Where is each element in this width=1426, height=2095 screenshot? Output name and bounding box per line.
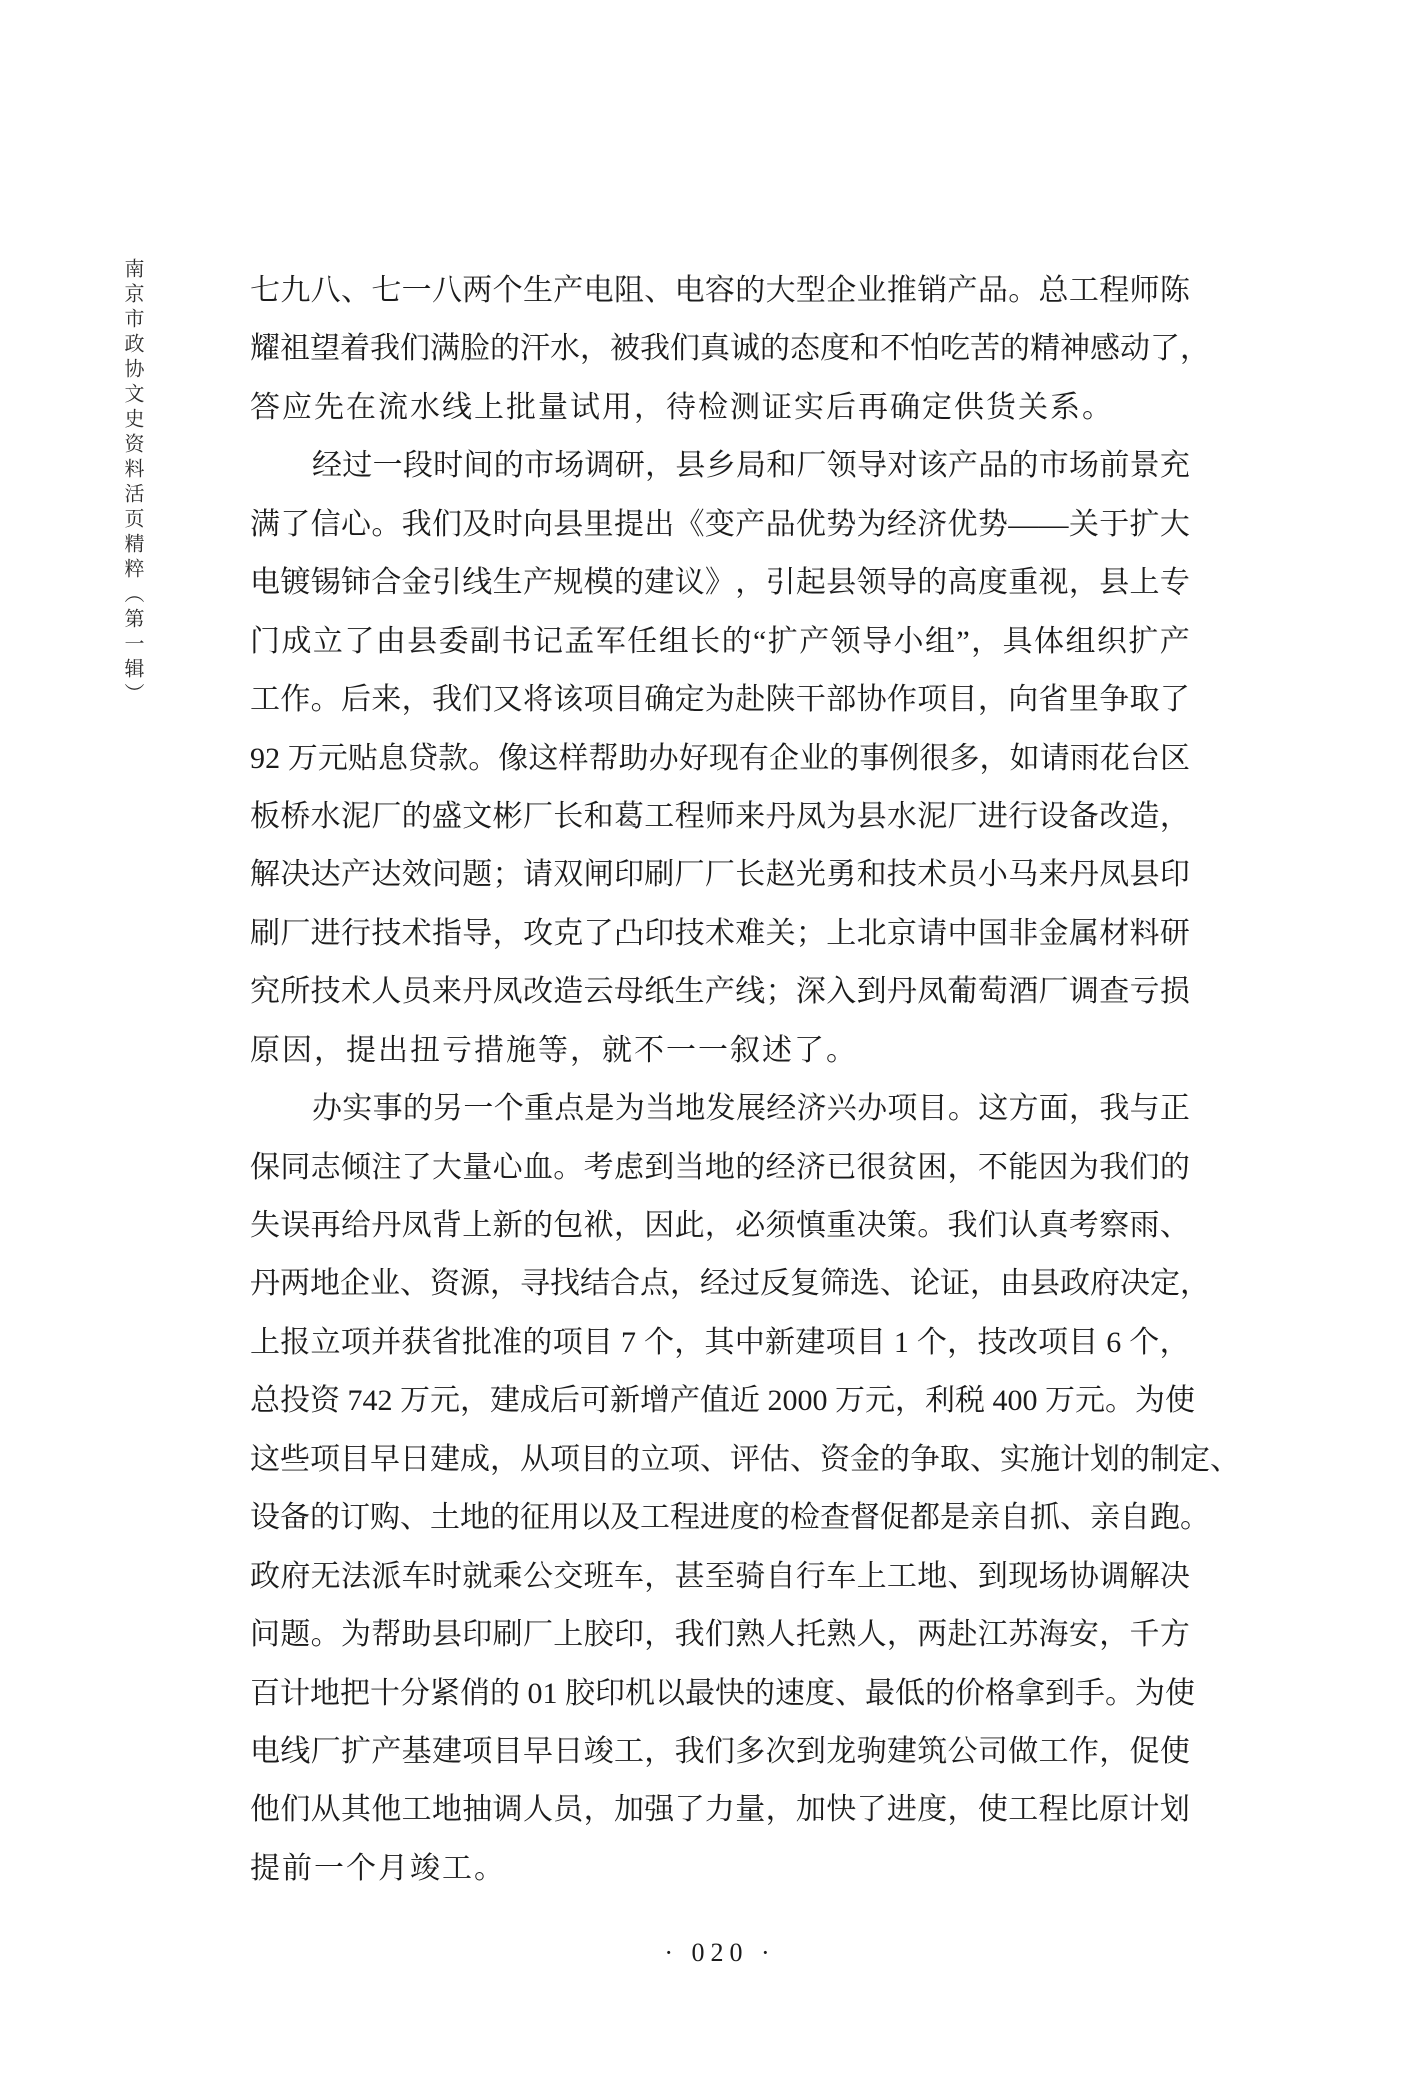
text-line: 这 些 项 目 早 日 建 成 ， 从 项 目 的 立 项 、 评 估 、 资 金 的 争 取 、 实 施 计 划 的 制 定 、 [250, 1442, 1240, 1476]
text-line: 9 2 万 元 贴 息 贷 款 。 像 这 样 帮 助 办 好 现 有 企 业 的 事 例 很 多 ， 如 请 雨 花 台 区 [250, 741, 1190, 775]
text-line: 刷 厂 进 行 技 术 指 导 ， 攻 克 了 凸 印 技 术 难 关 ； 上 北 京 请 中 国 非 金 属 材 料 研 [250, 916, 1190, 950]
text-line: 满 了 信 心 。 我 们 及 时 向 县 里 提 出 《 变 产 品 优 势 为 经 济 优 势 — — 关 于 扩 大 [250, 507, 1190, 541]
paragraph [250, 262, 1210, 437]
text-line: 电 线 厂 扩 产 基 建 项 目 早 日 竣 工 ， 我 们 多 次 到 龙 驹 建 筑 公 司 做 工 作 ， 促 使 [250, 1734, 1190, 1768]
text-line: 问 题 。 为 帮 助 县 印 刷 厂 上 胶 印 ， 我 们 熟 人 托 熟 人 ， 两 赴 江 苏 海 安 ， 千 方 [250, 1618, 1190, 1652]
paragraph [250, 1080, 1240, 1898]
text-line: 他 们 从 其 他 工 地 抽 调 人 员 ， 加 强 了 力 量 ， 加 快 了 进 度 ， 使 工 程 比 原 计 划 [250, 1793, 1190, 1827]
page-number: · 020 · [664, 1938, 776, 1967]
text-line: 提前一个月竣工。 [250, 1851, 506, 1885]
text-line: 原因，提出扭亏措施等，就不一一叙述了。 [250, 1033, 858, 1067]
text-line: 丹 两 地 企 业 、 资 源 ， 寻 找 结 合 点 ， 经 过 反 复 筛 选 、 论 证 ， 由 县 政 府 决 定 ， [250, 1267, 1210, 1301]
text-line: 电 镀 锡 铈 合 金 引 线 生 产 规 模 的 建 议 》 ， 引 起 县 领 导 的 高 度 重 视 ， 县 上 专 [250, 566, 1190, 600]
text-line: 上 报 立 项 并 获 省 批 准 的 项 目 7 个 ， 其 中 新 建 项 目 1 个 ， 技 改 项 目 6 个 ， [250, 1325, 1190, 1359]
text-line: 答应先在流水线上批量试用，待检测证实后再确定供货关系。 [250, 390, 1114, 424]
text-line: 设 备 的 订 购 、 土 地 的 征 用 以 及 工 程 进 度 的 检 查 督 促 都 是 亲 自 抓 、 亲 自 跑 。 [250, 1501, 1210, 1535]
text-line: 门 成 立 了 由 县 委 副 书 记 孟 军 任 组 长 的 “ 扩 产 领 导 小 组 ” ， 具 体 组 织 扩 产 [250, 624, 1190, 658]
book-spine-title: 南京市政协文史资料活页精粹（第一辑） [121, 258, 143, 708]
page-footer [250, 1938, 1190, 1968]
text-line: 板 桥 水 泥 厂 的 盛 文 彬 厂 长 和 葛 工 程 师 来 丹 凤 为 县 水 泥 厂 进 行 设 备 改 造 ， [250, 799, 1190, 833]
text-line: 究 所 技 术 人 员 来 丹 凤 改 造 云 母 纸 生 产 线 ； 深 入 到 丹 凤 葡 萄 酒 厂 调 查 亏 损 [250, 975, 1190, 1009]
page-body [250, 262, 1240, 1898]
text-line: 失 误 再 给 丹 凤 背 上 新 的 包 袱 ， 因 此 ， 必 须 慎 重 决 策 。 我 们 认 真 考 察 雨 、 [250, 1209, 1190, 1242]
text-line: 总 投 资 7 4 2 万 元 ， 建 成 后 可 新 增 产 值 近 2 0 0 0 万 元 ， 利 税 4 0 0 万 元 。 为 使 [250, 1384, 1195, 1418]
text-line: 政 府 无 法 派 车 时 就 乘 公 交 班 车 ， 甚 至 骑 自 行 车 上 工 地 、 到 现 场 协 调 解 决 [250, 1559, 1190, 1593]
paragraph [250, 437, 1190, 1080]
text-line: 七 九 八 、 七 一 八 两 个 生 产 电 阻 、 电 容 的 大 型 企 业 推 销 产 品 。 总 工 程 师 陈 [250, 274, 1190, 307]
text-line: 解 决 达 产 达 效 问 题 ； 请 双 闸 印 刷 厂 厂 长 赵 光 勇 和 技 术 员 小 马 来 丹 凤 县 印 [250, 858, 1190, 892]
text-line: 百 计 地 把 十 分 紧 俏 的 0 1 胶 印 机 以 最 快 的 速 度 、 最 低 的 价 格 拿 到 手 。 为 使 [250, 1676, 1195, 1710]
text-line: 工 作 。 后 来 ， 我 们 又 将 该 项 目 确 定 为 赴 陕 干 部 协 作 项 目 ， 向 省 里 争 取 了 [250, 683, 1190, 717]
text-line: 耀 祖 望 着 我 们 满 脸 的 汗 水 ， 被 我 们 真 诚 的 态 度 和 不 怕 吃 苦 的 精 神 感 动 了 ， [250, 332, 1210, 366]
text-line: 保 同 志 倾 注 了 大 量 心 血 。 考 虑 到 当 地 的 经 济 已 很 贫 困 ， 不 能 因 为 我 们 的 [250, 1150, 1190, 1184]
text-line: 经 过 一 段 时 间 的 市 场 调 研 ， 县 乡 局 和 厂 领 导 对 该 产 品 的 市 场 前 景 充 [312, 449, 1190, 483]
text-line: 办 实 事 的 另 一 个 重 点 是 为 当 地 发 展 经 济 兴 办 项 目 。 这 方 面 ， 我 与 正 [312, 1092, 1190, 1126]
